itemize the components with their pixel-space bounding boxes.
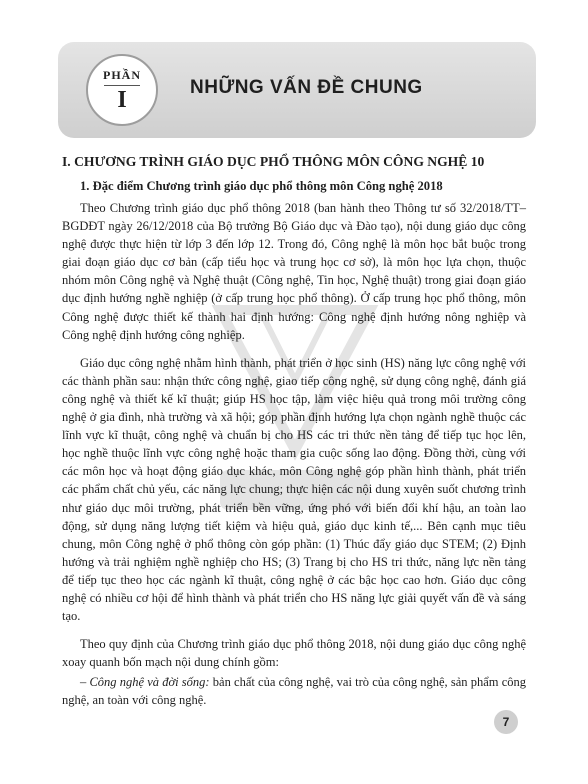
section-heading: I. CHƯƠNG TRÌNH GIÁO DỤC PHỔ THÔNG MÔN CÔNG NGHỆ 10 (62, 154, 485, 169)
main-content (62, 152, 526, 710)
part-banner (58, 42, 536, 138)
bullet-text: bản chất của công nghệ, vai trò của công nghệ, sản phẩm công nghệ, an toàn với công nghệ. (62, 675, 526, 708)
part-title: NHỮNG VẤN ĐỀ CHUNG (190, 77, 423, 98)
part-badge (86, 54, 158, 126)
part-label: PHẦN (103, 68, 141, 82)
bullet-lead: – Công nghệ và đời sống: (80, 675, 210, 690)
part-divider (104, 85, 140, 86)
bullet-item (62, 673, 526, 709)
page-number: 7 (494, 710, 518, 734)
part-number: I (117, 87, 127, 113)
paragraph: Giáo dục công nghệ nhằm hình thành, phát triển ở học sinh (HS) năng lực công nghệ với các thành phần sau: nhận thức công nghệ, giao tiếp công nghệ, sử dụng công nghệ, đánh giá công nghệ và thiết kế kĩ thuật; giúp HS học tập, làm việc hiệu quả trong môi trường công nghệ ở gia đình, nhà trường và xã hội; góp phần định hướng lựa chọn ngành nghề thuộc các lĩnh vực kĩ thuật, công nghệ và chuẩn bị cho HS các tri thức nền tảng để tiếp tục học lên, học nghề thuộc lĩnh vực công nghệ hoặc tham gia cuộc sống lao động. Đồng thời, cùng với các môn học và hoạt động giáo dục khác, môn Công nghệ góp phần hình thành, phát triển các phẩm chất chủ yếu, các năng lực chung; thực hiện các nội dung xuyên suốt chương trình như giáo dục môi trường, phát triển bền vững, ứng phó với biến đổi khí hậu, an toàn lao động, sử dụng năng lượng tiết kiệm và hiệu quả, giáo dục kinh tế,... Bên cạnh mục tiêu chung, môn Công nghệ ở phổ thông còn góp phần: (1) Thúc đẩy giáo dục STEM; (2) Định hướng và trải nghiệm nghề nghiệp cho HS; (3) Trang bị cho HS tri thức, năng lực nền tảng để tiếp tục theo học các ngành kĩ thuật, công nghệ ở các bậc học cao hơn. Giáo dục công nghệ có nhiều cơ hội để hình thành và phát triển cho HS năng lực giải quyết vấn đề và sáng tạo. (62, 355, 526, 624)
paragraph: Theo quy định của Chương trình giáo dục phổ thông 2018, nội dung giáo dục công nghệ xoay quanh bốn mạch nội dung chính gồm: (62, 637, 526, 670)
paragraph: Theo Chương trình giáo dục phổ thông 2018 (ban hành theo Thông tư số 32/2018/TT–BGDĐT ngày 26/12/2018 của Bộ trưởng Bộ Giáo dục và Đào tạo), nội dung giáo dục công nghệ được thực hiện từ lớp 3 đến lớp 12. Trong đó, Công nghệ là môn học bắt buộc trong giai đoạn giáo dục cơ bản (cấp tiểu học và trung học cơ sở), là môn học lựa chọn, thuộc nhóm môn Công nghệ và Nghệ thuật (Công nghệ, Tin học, Nghệ thuật) trong giai đoạn giáo dục định hướng nghề nghiệp (ở cấp trung học phổ thông). Ở cấp trung học phổ thông, môn Công nghệ được thiết kế thành hai định hướng: Công nghệ định hướng nông nghiệp và Công nghệ định hướng công nghiệp. (62, 201, 526, 342)
subsection-heading: 1. Đặc điểm Chương trình giáo dục phổ thông môn Công nghệ 2018 (80, 179, 443, 193)
